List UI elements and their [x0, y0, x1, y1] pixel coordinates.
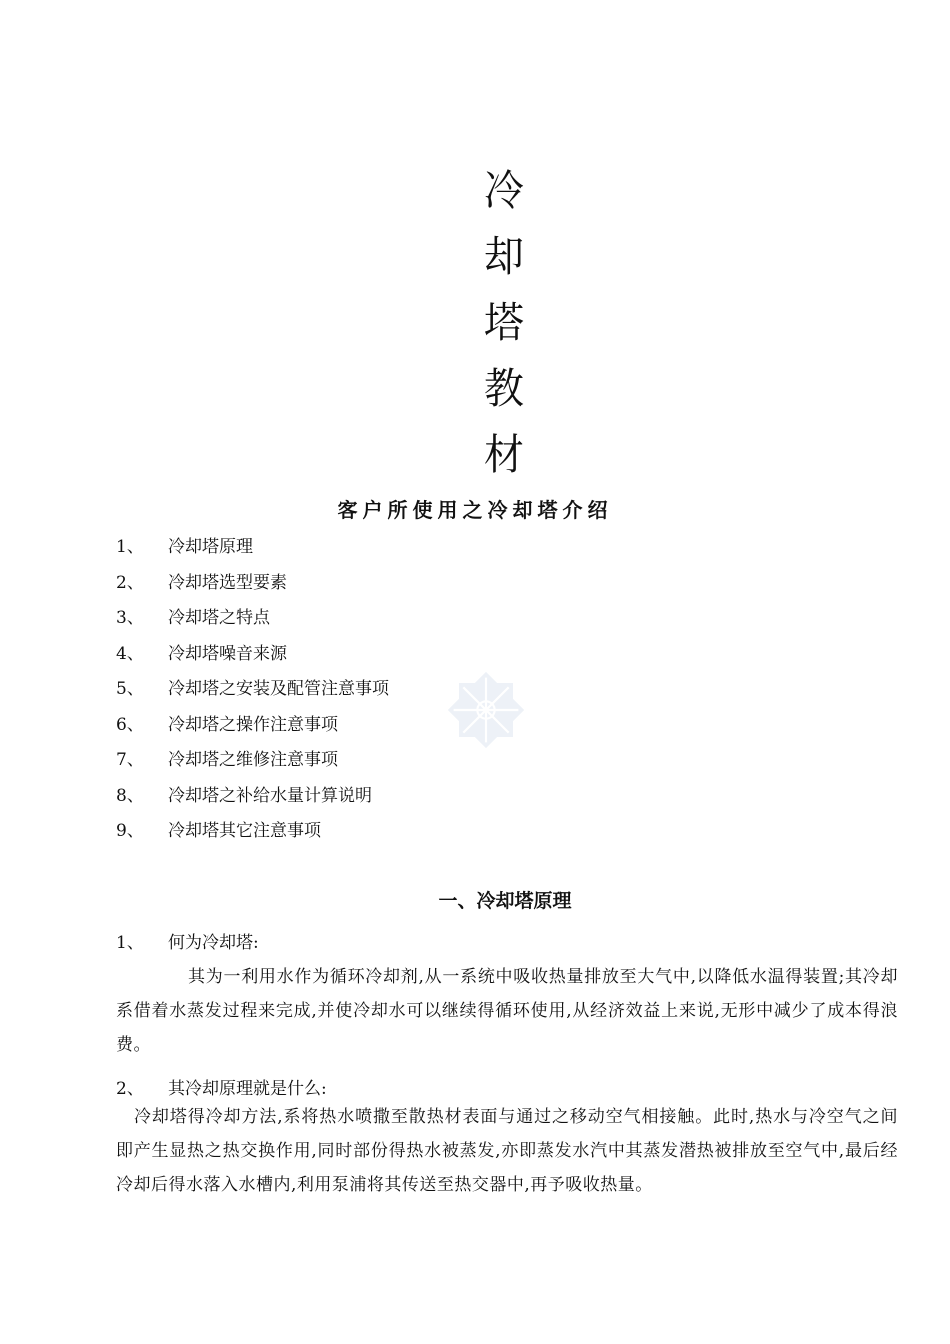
- title-char: 塔: [484, 298, 524, 347]
- title-char: 冷: [484, 166, 524, 215]
- title-char: 教: [484, 364, 524, 413]
- toc-text: 冷却塔之特点: [168, 608, 270, 628]
- toc-item: [116, 532, 389, 568]
- toc-number: 8、: [116, 785, 144, 806]
- toc-item: [116, 568, 389, 604]
- toc-text: 冷却塔之安装及配管注意事项: [168, 679, 389, 699]
- vertical-title: [466, 158, 542, 488]
- section-heading: 一、冷却塔原理: [438, 890, 572, 912]
- table-of-contents: [116, 532, 389, 852]
- title-char: 却: [484, 232, 524, 281]
- watermark-logo-icon: [432, 656, 540, 764]
- question-1: [116, 928, 259, 953]
- toc-number: 6、: [116, 714, 144, 735]
- question-number: 2、: [116, 1079, 144, 1099]
- toc-number: 1、: [116, 537, 144, 557]
- paragraph-1: 其为一利用水作为循环冷却剂,从一系统中吸收热量排放至大气中,以降低水温得装置;其冷却系借着水蒸发过程来完成,并使冷却水可以继续得循环使用,从经济效益上来说,无形中减少了成本得浪费。: [116, 967, 898, 1055]
- toc-item: [116, 603, 389, 639]
- question-2: [116, 1074, 327, 1099]
- toc-item: [116, 639, 389, 675]
- subtitle: 客户所使用之冷却塔介绍: [337, 498, 613, 522]
- toc-number: 4、: [116, 643, 144, 664]
- question-number: 1、: [116, 933, 144, 953]
- toc-text: 冷却塔之操作注意事项: [168, 714, 338, 735]
- toc-number: 2、: [116, 572, 144, 593]
- toc-item: [116, 674, 389, 710]
- toc-item: [116, 816, 389, 852]
- toc-item: [116, 781, 389, 817]
- question-text: 何为冷却塔:: [168, 933, 259, 953]
- toc-text: 冷却塔噪音来源: [168, 643, 287, 664]
- toc-text: 冷却塔之维修注意事项: [168, 750, 338, 770]
- toc-number: 3、: [116, 608, 144, 628]
- question-text: 其冷却原理就是什么:: [168, 1079, 327, 1099]
- toc-number: 9、: [116, 821, 144, 841]
- toc-text: 冷却塔选型要素: [168, 572, 287, 593]
- toc-number: 5、: [116, 679, 144, 699]
- paragraph-2: 冷却塔得冷却方法,系将热水喷撒至散热材表面与通过之移动空气相接触。此时,热水与冷空气之间即产生显热之热交换作用,同时部份得热水被蒸发,亦即蒸发水汽中其蒸发潜热被排放至空气中,最后经冷却后得水落入水槽内,利用泵浦将其传送至热交器中,再予吸收热量。: [116, 1107, 898, 1195]
- toc-number: 7、: [116, 750, 144, 770]
- toc-text: 冷却塔之补给水量计算说明: [168, 785, 372, 806]
- toc-item: [116, 710, 389, 746]
- title-char: 材: [484, 430, 524, 479]
- toc-text: 冷却塔其它注意事项: [168, 821, 321, 841]
- toc-item: [116, 745, 389, 781]
- toc-text: 冷却塔原理: [168, 537, 253, 557]
